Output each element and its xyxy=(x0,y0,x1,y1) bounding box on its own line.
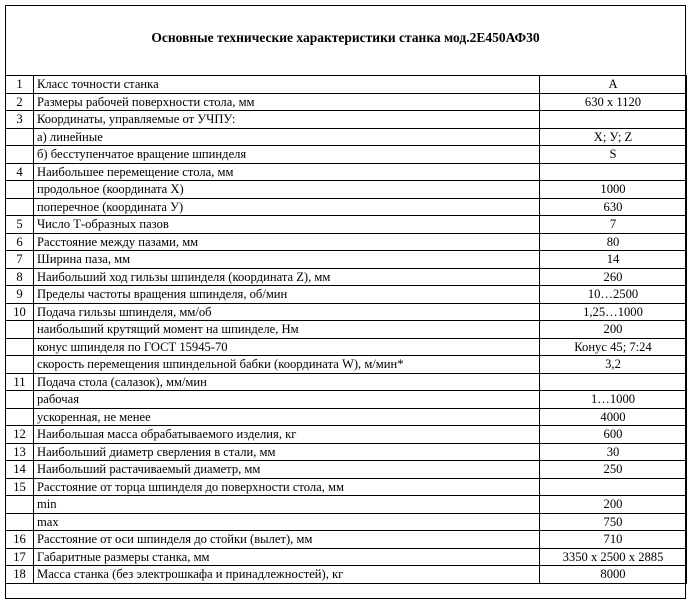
value-cell: 3,2 xyxy=(540,356,687,374)
value-cell: 630 х 1120 xyxy=(540,93,687,111)
parameter-cell: Наибольший растачиваемый диаметр, мм xyxy=(34,461,540,479)
row-number: 12 xyxy=(6,426,34,444)
parameter-cell: Наибольшее перемещение стола, мм xyxy=(34,163,540,181)
table-row xyxy=(6,443,687,461)
value-cell: 8000 xyxy=(540,566,687,584)
value-cell: 250 xyxy=(540,461,687,479)
value-cell: 10…2500 xyxy=(540,286,687,304)
row-number xyxy=(6,128,34,146)
parameter-cell: Ширина паза, мм xyxy=(34,251,540,269)
parameter-cell: поперечное (координата У) xyxy=(34,198,540,216)
table-row xyxy=(6,76,687,94)
value-cell: 3350 х 2500 х 2885 xyxy=(540,548,687,566)
table-row xyxy=(6,426,687,444)
row-number: 11 xyxy=(6,373,34,391)
value-cell: 80 xyxy=(540,233,687,251)
row-number: 13 xyxy=(6,443,34,461)
row-number: 8 xyxy=(6,268,34,286)
row-number xyxy=(6,338,34,356)
table-row xyxy=(6,251,687,269)
row-number xyxy=(6,391,34,409)
table-row xyxy=(6,303,687,321)
table-row xyxy=(6,268,687,286)
row-number xyxy=(6,408,34,426)
row-number: 3 xyxy=(6,111,34,129)
value-cell: 750 xyxy=(540,513,687,531)
table-row xyxy=(6,478,687,496)
value-cell: X; У; Z xyxy=(540,128,687,146)
parameter-cell: Координаты, управляемые от УЧПУ: xyxy=(34,111,540,129)
table-row xyxy=(6,181,687,199)
parameter-cell: Размеры рабочей поверхности стола, мм xyxy=(34,93,540,111)
parameter-cell: рабочая xyxy=(34,391,540,409)
table-row xyxy=(6,408,687,426)
parameter-cell: а) линейные xyxy=(34,128,540,146)
parameter-cell: ускоренная, не менее xyxy=(34,408,540,426)
value-cell: S xyxy=(540,146,687,164)
row-number: 1 xyxy=(6,76,34,94)
parameter-cell: Наибольший ход гильзы шпинделя (координата Z), мм xyxy=(34,268,540,286)
row-number: 7 xyxy=(6,251,34,269)
row-number xyxy=(6,181,34,199)
value-cell: Конус 45; 7:24 xyxy=(540,338,687,356)
row-number xyxy=(6,146,34,164)
value-cell: 600 xyxy=(540,426,687,444)
parameter-cell: Габаритные размеры станка, мм xyxy=(34,548,540,566)
value-cell: 4000 xyxy=(540,408,687,426)
value-cell xyxy=(540,163,687,181)
table-row xyxy=(6,321,687,339)
value-cell: 7 xyxy=(540,216,687,234)
value-cell: 630 xyxy=(540,198,687,216)
table-row xyxy=(6,391,687,409)
row-number xyxy=(6,356,34,374)
parameter-cell: min xyxy=(34,496,540,514)
row-number: 10 xyxy=(6,303,34,321)
parameter-cell: скорость перемещения шпиндельной бабки (координата W), м/мин* xyxy=(34,356,540,374)
parameter-cell: Расстояние между пазами, мм xyxy=(34,233,540,251)
row-number: 9 xyxy=(6,286,34,304)
table-row xyxy=(6,373,687,391)
value-cell: А xyxy=(540,76,687,94)
value-cell: 14 xyxy=(540,251,687,269)
row-number xyxy=(6,513,34,531)
row-number xyxy=(6,198,34,216)
value-cell: 1,25…1000 xyxy=(540,303,687,321)
value-cell: 200 xyxy=(540,321,687,339)
parameter-cell: Подача гильзы шпинделя, мм/об xyxy=(34,303,540,321)
row-number: 15 xyxy=(6,478,34,496)
value-cell: 260 xyxy=(540,268,687,286)
value-cell xyxy=(540,373,687,391)
row-number: 4 xyxy=(6,163,34,181)
document-title: Основные технические характеристики станка мод.2Е450АФ30 xyxy=(151,29,540,45)
parameter-cell: Масса станка (без электрошкафа и принадлежностей), кг xyxy=(34,566,540,584)
parameter-cell: Расстояние от оси шпинделя до стойки (вылет), мм xyxy=(34,531,540,549)
row-number xyxy=(6,496,34,514)
row-number: 5 xyxy=(6,216,34,234)
table-row xyxy=(6,111,687,129)
parameter-cell: наибольший крутящий момент на шпинделе, Нм xyxy=(34,321,540,339)
table-row xyxy=(6,216,687,234)
parameter-cell: Число Т-образных пазов xyxy=(34,216,540,234)
value-cell: 1000 xyxy=(540,181,687,199)
table-row xyxy=(6,513,687,531)
value-cell: 710 xyxy=(540,531,687,549)
parameter-cell: Класс точности станка xyxy=(34,76,540,94)
table-row xyxy=(6,461,687,479)
parameter-cell: продольное (координата X) xyxy=(34,181,540,199)
parameter-cell: Расстояние от торца шпинделя до поверхности стола, мм xyxy=(34,478,540,496)
table-row xyxy=(6,496,687,514)
table-row xyxy=(6,146,687,164)
row-number: 16 xyxy=(6,531,34,549)
table-row xyxy=(6,198,687,216)
table-row xyxy=(6,548,687,566)
table-row xyxy=(6,128,687,146)
row-number: 18 xyxy=(6,566,34,584)
row-number: 2 xyxy=(6,93,34,111)
table-row xyxy=(6,163,687,181)
parameter-cell: б) бесступенчатое вращение шпинделя xyxy=(34,146,540,164)
row-number: 17 xyxy=(6,548,34,566)
table-row xyxy=(6,286,687,304)
parameter-cell: Наибольшая масса обрабатываемого изделия, кг xyxy=(34,426,540,444)
value-cell xyxy=(540,111,687,129)
table-row xyxy=(6,566,687,584)
table-row xyxy=(6,531,687,549)
parameter-cell: Пределы частоты вращения шпинделя, об/мин xyxy=(34,286,540,304)
value-cell: 1…1000 xyxy=(540,391,687,409)
table-row xyxy=(6,338,687,356)
value-cell xyxy=(540,478,687,496)
row-number xyxy=(6,321,34,339)
table-row xyxy=(6,233,687,251)
parameter-cell: Наибольший диаметр сверления в стали, мм xyxy=(34,443,540,461)
value-cell: 30 xyxy=(540,443,687,461)
row-number: 14 xyxy=(6,461,34,479)
parameter-cell: конус шпинделя по ГОСТ 15945-70 xyxy=(34,338,540,356)
table-row xyxy=(6,93,687,111)
specs-table xyxy=(5,75,687,584)
row-number: 6 xyxy=(6,233,34,251)
parameter-cell: Подача стола (салазок), мм/мин xyxy=(34,373,540,391)
parameter-cell: max xyxy=(34,513,540,531)
table-row xyxy=(6,356,687,374)
value-cell: 200 xyxy=(540,496,687,514)
